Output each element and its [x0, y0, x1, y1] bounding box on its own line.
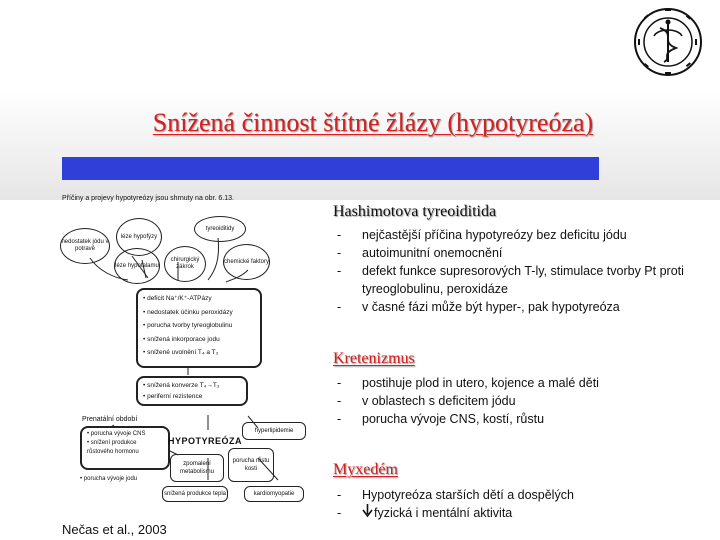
list-item: - v oblastech s deficitem jódu: [337, 394, 516, 408]
hashimoto-list: [337, 226, 717, 316]
effect-metabolism: zpomalení metabolismu: [170, 454, 224, 482]
section-title-myxedema: Myxedém: [333, 461, 398, 478]
list-item: - defekt funkce supresorových T-ly, stimulace tvorby Pt proti tyreoglobulinu, peroxidáze: [337, 264, 684, 296]
section-title-hashimoto: Hashimotova tyreoiditida: [333, 203, 497, 220]
cause-hypothalamus-lesion: léze hypotalamu: [114, 248, 160, 284]
slide-title: Snížená činnost štítné žlázy (hypotyreóza): [152, 108, 594, 137]
list-item: - fyzická i mentální aktivita: [337, 506, 513, 520]
source-caption: Nečas et al., 2003: [62, 522, 167, 537]
mechanism-item: • deficit Na⁺/K⁺-ATPázy: [143, 295, 212, 302]
list-item: - Hypotyreóza starších dětí a dospělých: [337, 488, 574, 502]
list-item: - autoimunitní onemocnění: [337, 246, 503, 260]
effect-hyperlipidemia: hyperlipidemie: [242, 422, 306, 440]
cause-thyroiditis: tyreoiditidy: [194, 216, 246, 242]
extra-effect-item: • porucha vývoje jodu: [80, 476, 138, 482]
cause-surgery: chirurgický zákrok: [164, 246, 206, 282]
conversion-item: • snížená konverze T₄→T₃: [143, 382, 220, 389]
cause-chemical-factors: chemické faktory: [223, 244, 270, 280]
hypothyroidism-label: HYPOTYREÓZA: [168, 436, 243, 446]
list-item: - nejčastější příčina hypotyreózy bez deficitu jódu: [337, 228, 627, 242]
mechanism-item: • snížená inkorporace jodu: [143, 335, 220, 343]
list-item: - v časné fázi může být hyper-, pak hypotyreóza: [337, 300, 620, 314]
effect-cardiomyopathy: kardiomyopatie: [244, 486, 304, 502]
cause-iodine-deficiency: nedostatek jódu v potravě: [60, 228, 110, 264]
list-item: - postihuje plod in utero, kojence a malé děti: [337, 376, 599, 390]
mechanism-item: • nedostatek účinku peroxidázy: [143, 308, 233, 316]
conversion-item: • periferní rezistence: [143, 393, 203, 400]
prenatal-box: [80, 426, 170, 470]
myxedema-list: [337, 486, 717, 522]
title-bar: [62, 157, 599, 180]
list-item: - porucha vývoje CNS, kostí, růstu: [337, 412, 545, 426]
cretinism-list: [337, 374, 717, 428]
cause-pituitary-lesion: léze hypofýzy: [116, 218, 162, 256]
section-title-cretinism: Kretenizmus: [333, 350, 415, 367]
mechanism-item: • porucha tvorby tyreoglobulinu: [143, 322, 233, 329]
effect-bone-growth: porucha růstu kosti: [228, 448, 274, 482]
prenatal-title: Prenatální období: [82, 416, 138, 423]
prenatal-item: • snížení produkce růstového hormonu: [87, 440, 139, 455]
mechanism-item: • snížené uvolnění T₄ a T₃: [143, 349, 219, 356]
prenatal-item: • porucha vývoje CNS: [87, 431, 146, 437]
effect-heat-production: snížená produkce tepla: [162, 486, 228, 502]
down-arrow-icon: [362, 504, 374, 522]
diagram-heading: Příčiny a projevy hypotyreózy jsou shrnuty na obr. 6.13.: [62, 195, 234, 202]
university-seal-icon: [632, 6, 704, 78]
conversion-box: [136, 376, 248, 406]
hypothyroidism-diagram: [58, 190, 330, 515]
mechanism-box: [136, 288, 262, 368]
